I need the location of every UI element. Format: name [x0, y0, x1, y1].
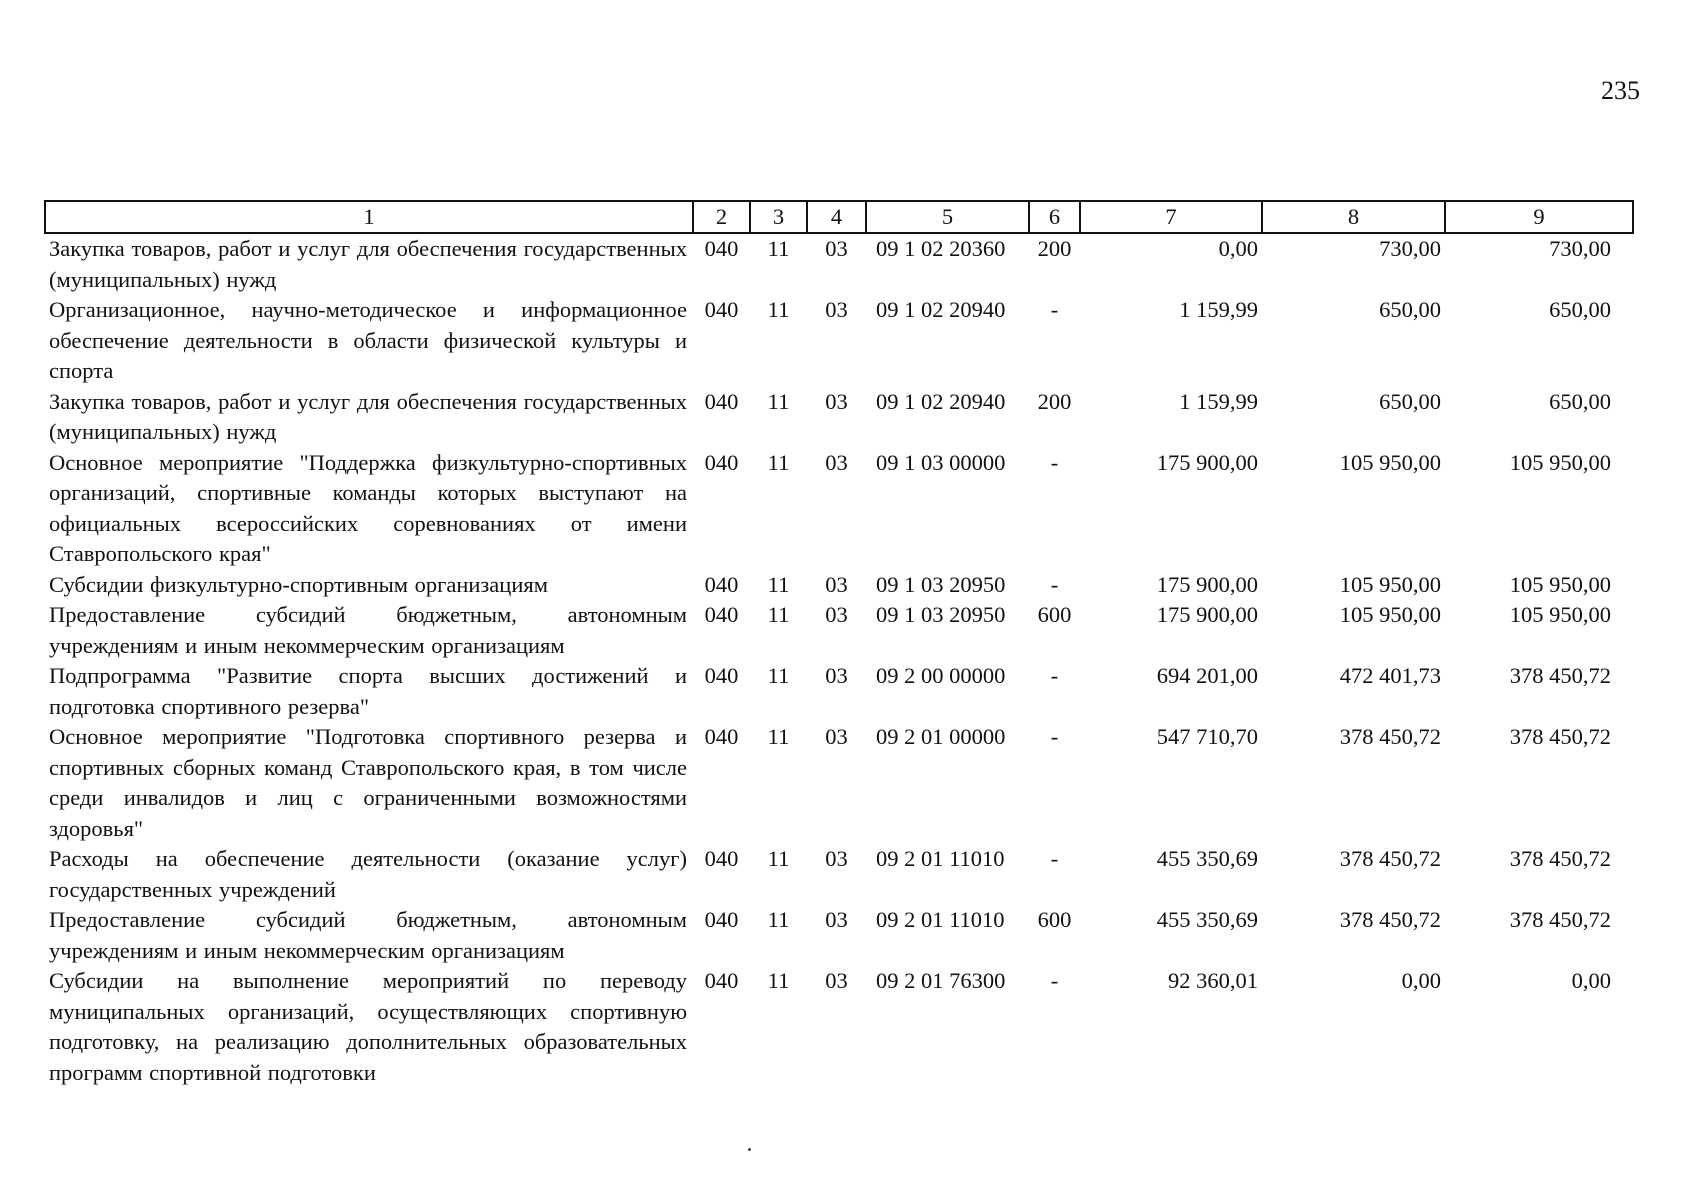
header-col-9: 9	[1445, 201, 1633, 233]
row-section-code: 11	[767, 236, 790, 261]
row-amount-col9: 105 950,00	[1509, 602, 1611, 627]
row-section-code: 11	[767, 449, 790, 475]
row-expense-type: -	[1050, 846, 1059, 871]
row-amount-col8: 378 450,72	[1339, 907, 1441, 932]
table-row	[45, 233, 1633, 295]
row-amount-col9: 378 450,72	[1509, 846, 1611, 871]
header-col-1: 1	[45, 201, 693, 233]
row-amount-col7: 175 900,00	[1156, 602, 1258, 627]
row-expense-type: -	[1050, 297, 1059, 322]
row-amount-col8: 105 950,00	[1339, 602, 1441, 627]
row-ministry-code: 040	[704, 724, 739, 749]
row-subsection-code: 03	[825, 968, 848, 993]
row-section-code: 11	[767, 297, 790, 322]
row-subsection-code: 03	[825, 236, 848, 261]
row-subsection-code: 03	[825, 846, 848, 871]
table-row	[45, 661, 1633, 722]
row-amount-col9: 650,00	[1549, 297, 1611, 322]
row-target-code: 09 1 03 20950	[876, 571, 1006, 597]
row-section-code: 11	[767, 663, 790, 688]
row-amount-col7: 455 350,69	[1156, 907, 1258, 932]
row-ministry-code: 040	[704, 236, 739, 261]
row-name: Субсидии на выполнение мероприятий по переводу муниципальных организаций, осуществляющих спортивную подготовку, на реализацию дополнительных образовательных программ спортивной подготовки	[49, 968, 687, 1085]
row-amount-col8: 0,00	[1401, 968, 1441, 993]
table-row	[45, 844, 1633, 905]
row-name: Предоставление субсидий бюджетным, автономным учреждениям и иным некоммерческим организациям	[49, 907, 687, 963]
row-expense-type: 200	[1037, 388, 1072, 414]
row-ministry-code: 040	[704, 968, 739, 993]
row-amount-col9: 105 950,00	[1509, 449, 1611, 475]
row-amount-col7: 92 360,01	[1168, 968, 1258, 993]
row-expense-type: 200	[1037, 236, 1072, 261]
row-expense-type: 600	[1037, 907, 1072, 932]
row-amount-col7: 175 900,00	[1156, 449, 1258, 475]
table-row	[45, 570, 1633, 601]
row-subsection-code: 03	[825, 388, 848, 414]
row-amount-col7: 1 159,99	[1179, 297, 1258, 322]
row-section-code: 11	[767, 571, 790, 597]
row-amount-col7: 0,00	[1218, 236, 1258, 261]
scan-speck	[748, 1148, 751, 1151]
row-amount-col7: 694 201,00	[1156, 663, 1258, 688]
row-target-code: 09 2 01 76300	[876, 968, 1006, 993]
row-subsection-code: 03	[825, 907, 848, 932]
row-amount-col8: 105 950,00	[1339, 571, 1441, 597]
row-target-code: 09 2 01 11010	[876, 907, 1005, 932]
row-amount-col9: 378 450,72	[1509, 663, 1611, 688]
row-subsection-code: 03	[825, 571, 848, 597]
row-ministry-code: 040	[704, 907, 739, 932]
row-expense-type: 600	[1037, 602, 1072, 627]
row-ministry-code: 040	[704, 602, 739, 627]
row-amount-col8: 378 450,72	[1339, 846, 1441, 871]
row-amount-col9: 0,00	[1571, 968, 1611, 993]
row-amount-col8: 650,00	[1379, 297, 1441, 322]
row-amount-col9: 105 950,00	[1509, 571, 1611, 597]
row-amount-col9: 378 450,72	[1509, 724, 1611, 749]
page-number: 235	[1601, 76, 1640, 105]
row-name: Закупка товаров, работ и услуг для обеспечения государственных (муниципальных) нужд	[49, 388, 687, 444]
row-ministry-code: 040	[704, 297, 739, 322]
table-header-row	[45, 201, 1633, 233]
row-section-code: 11	[767, 907, 790, 932]
row-name: Расходы на обеспечение деятельности (оказание услуг) государственных учреждений	[49, 846, 687, 902]
row-expense-type: -	[1050, 571, 1059, 597]
row-amount-col8: 650,00	[1379, 388, 1441, 414]
table-row	[45, 966, 1633, 1088]
table-row	[45, 295, 1633, 387]
table-row	[45, 387, 1633, 448]
row-amount-col9: 650,00	[1549, 388, 1611, 414]
row-section-code: 11	[767, 388, 790, 414]
row-subsection-code: 03	[825, 663, 848, 688]
row-expense-type: -	[1050, 663, 1059, 688]
row-ministry-code: 040	[704, 449, 739, 475]
row-ministry-code: 040	[704, 388, 739, 414]
row-target-code: 09 1 03 20950	[876, 602, 1006, 627]
row-target-code: 09 1 02 20360	[876, 236, 1006, 261]
row-target-code: 09 2 01 11010	[876, 846, 1005, 871]
row-expense-type: -	[1050, 724, 1059, 749]
row-target-code: 09 1 02 20940	[876, 297, 1006, 322]
header-col-6: 6	[1029, 201, 1080, 233]
row-target-code: 09 2 01 00000	[876, 724, 1006, 749]
row-section-code: 11	[767, 968, 790, 993]
row-amount-col8: 730,00	[1379, 236, 1441, 261]
row-amount-col8: 472 401,73	[1339, 663, 1441, 688]
row-name: Закупка товаров, работ и услуг для обеспечения государственных (муниципальных) нужд	[49, 236, 687, 292]
row-subsection-code: 03	[825, 297, 848, 322]
header-col-5: 5	[866, 201, 1029, 233]
row-ministry-code: 040	[704, 663, 739, 688]
row-section-code: 11	[767, 724, 790, 749]
row-amount-col8: 105 950,00	[1339, 449, 1441, 475]
row-name: Основное мероприятие "Поддержка физкультурно-спортивных организаций, спортивные команды которых выступают на официальных всероссийских соревнованиях от имени Ставропольского края"	[49, 449, 687, 566]
row-subsection-code: 03	[825, 602, 848, 627]
row-subsection-code: 03	[825, 449, 848, 475]
table-row	[45, 448, 1633, 570]
table-row	[45, 722, 1633, 844]
row-target-code: 09 1 03 00000	[876, 449, 1006, 475]
header-col-7: 7	[1080, 201, 1262, 233]
row-amount-col9: 730,00	[1549, 236, 1611, 261]
table-row	[45, 600, 1633, 661]
header-col-3: 3	[750, 201, 807, 233]
row-section-code: 11	[767, 846, 790, 871]
header-col-2: 2	[693, 201, 750, 233]
row-name: Подпрограмма "Развитие спорта высших достижений и подготовка спортивного резерва"	[49, 663, 687, 719]
row-ministry-code: 040	[704, 846, 739, 871]
row-amount-col7: 1 159,99	[1179, 388, 1258, 414]
row-name: Организационное, научно-методическое и информационное обеспечение деятельности в области физической культуры и спорта	[49, 297, 687, 383]
row-name: Предоставление субсидий бюджетным, автономным учреждениям и иным некоммерческим организациям	[49, 602, 687, 658]
row-target-code: 09 1 02 20940	[876, 388, 1006, 414]
row-amount-col7: 175 900,00	[1156, 571, 1258, 597]
table-row	[45, 905, 1633, 966]
row-name: Субсидии физкультурно-спортивным организациям	[49, 571, 548, 597]
row-name: Основное мероприятие "Подготовка спортивного резерва и спортивных сборных команд Ставропольского края, в том числе среди инвалидов и лиц с ограниченными возможностями здоровья"	[49, 724, 687, 841]
row-amount-col7: 547 710,70	[1156, 724, 1258, 749]
budget-table	[44, 200, 1634, 1088]
row-target-code: 09 2 00 00000	[876, 663, 1006, 688]
row-amount-col7: 455 350,69	[1156, 846, 1258, 871]
row-subsection-code: 03	[825, 724, 848, 749]
row-amount-col9: 378 450,72	[1509, 907, 1611, 932]
row-ministry-code: 040	[704, 571, 739, 597]
row-amount-col8: 378 450,72	[1339, 724, 1441, 749]
header-col-4: 4	[807, 201, 866, 233]
row-expense-type: -	[1050, 968, 1059, 993]
row-expense-type: -	[1050, 449, 1059, 475]
header-col-8: 8	[1262, 201, 1445, 233]
row-section-code: 11	[767, 602, 790, 627]
